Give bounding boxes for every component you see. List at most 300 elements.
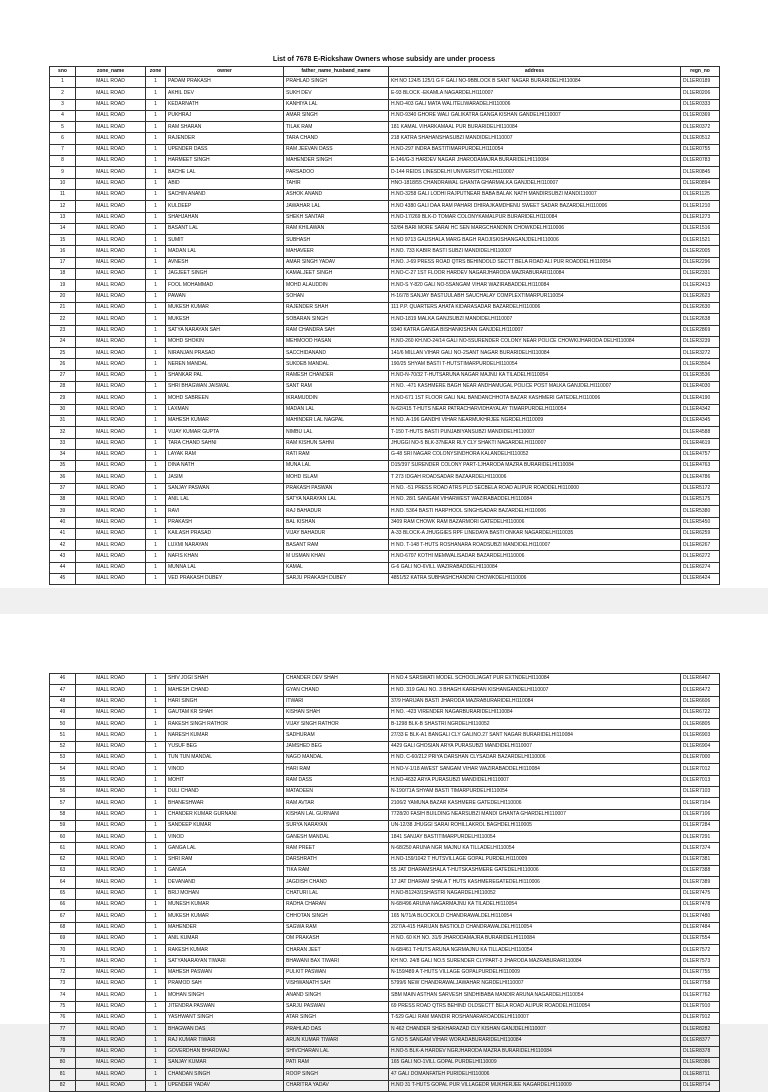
table-row xyxy=(50,201,720,212)
cell-sno: 55 xyxy=(50,775,76,786)
cell-zone-name: MALL ROAD xyxy=(76,990,146,1001)
cell-owner: MAHESH PASWAN xyxy=(166,967,284,978)
cell-address: H NO. -423 VIRENDER NAGARBURARIDELHI110084 xyxy=(389,707,681,718)
cell-zone: 1 xyxy=(146,945,166,956)
cell-father-name: RAM DASS xyxy=(284,775,389,786)
cell-father-name: PRAKASH PASWAN xyxy=(284,483,389,494)
cell-owner: JITENDRA PASWAN xyxy=(166,1001,284,1012)
cell-zone-name: MALL ROAD xyxy=(76,764,146,775)
cell-address: KH NO. 24/8 GALI NO.5 SURENDER CLYPART-3 JHARODA MAZRABURARI110084 xyxy=(389,956,681,967)
cell-address: H.NO-297 INDRA BASTITIMARPURDELHI110054 xyxy=(389,144,681,155)
cell-owner: NEREN MANDAL xyxy=(166,359,284,370)
cell-sno: 59 xyxy=(50,820,76,831)
column-header-sno: sno xyxy=(50,67,76,77)
cell-father-name: MAHENDER SINGH xyxy=(284,156,389,167)
table-row xyxy=(50,809,720,820)
cell-regn-no: DL1ER0755 xyxy=(681,144,720,155)
cell-sno: 7 xyxy=(50,144,76,155)
cell-zone-name: MALL ROAD xyxy=(76,911,146,922)
table-row xyxy=(50,1012,720,1023)
cell-regn-no: DL1ER4342 xyxy=(681,404,720,415)
cell-zone-name: MALL ROAD xyxy=(76,562,146,573)
cell-regn-no: DL1ER7484 xyxy=(681,922,720,933)
cell-father-name: AMAR SINGH YADAV xyxy=(284,257,389,268)
cell-sno: 80 xyxy=(50,1058,76,1069)
cell-address: H.NO 4380 GALI DAA RAM PAHARI DHIRAJKAMDHENU SWEET SADAR BAZARDELHI110006 xyxy=(389,201,681,212)
cell-zone: 1 xyxy=(146,77,166,88)
cell-owner: DEVANAND xyxy=(166,877,284,888)
cell-owner: SHIV JOGI SHAH xyxy=(166,674,284,685)
cell-zone: 1 xyxy=(146,348,166,359)
cell-sno: 28 xyxy=(50,382,76,393)
table-row xyxy=(50,551,720,562)
cell-address: 141/6 MILLAN VIHAR GALI NO-2SANT NAGAR BURARIDELHI110084 xyxy=(389,348,681,359)
cell-sno: 74 xyxy=(50,990,76,1001)
cell-zone-name: MALL ROAD xyxy=(76,472,146,483)
cell-zone-name: MALL ROAD xyxy=(76,528,146,539)
cell-sno: 49 xyxy=(50,707,76,718)
table-row xyxy=(50,730,720,741)
cell-sno: 71 xyxy=(50,956,76,967)
cell-regn-no: DL1ER6722 xyxy=(681,707,720,718)
cell-father-name: NAGO MANDAL xyxy=(284,753,389,764)
cell-zone-name: MALL ROAD xyxy=(76,956,146,967)
table-row xyxy=(50,235,720,246)
cell-address: KH NO 124/5 125/1 G F GALI NO-9BBLOCK B SANT NAGAR BURARIDELHI110084 xyxy=(389,77,681,88)
cell-regn-no: DL1ER4345 xyxy=(681,415,720,426)
cell-sno: 30 xyxy=(50,404,76,415)
cell-address: H NO.4 SARSWATI MODEL SCHOOLJAGAT PUR EXTNDELHI110084 xyxy=(389,674,681,685)
cell-regn-no: DL1ER6903 xyxy=(681,730,720,741)
cell-sno: 41 xyxy=(50,528,76,539)
cell-zone-name: MALL ROAD xyxy=(76,201,146,212)
cell-address: A-33 BLOCK-A JHUGGIES RPF LINEDAYA BASTI ONKAR NAGARDELHI110035 xyxy=(389,528,681,539)
cell-sno: 17 xyxy=(50,257,76,268)
table-row xyxy=(50,956,720,967)
document-title: List of 7678 E-Rickshaw Owners whose subsidy are under process xyxy=(272,56,496,63)
cell-address: 2106/2 YAMUNA BAZAR KASHMERE GATEDELHI110006 xyxy=(389,798,681,809)
cell-regn-no: DL1ER8711 xyxy=(681,1069,720,1080)
cell-address: G-6 GALI NO-6VILL WAZIRABADDELHI110084 xyxy=(389,562,681,573)
cell-address: 190/25 SHYAM BASTI T-HUTSTIMARPURDELHI110054 xyxy=(389,359,681,370)
cell-sno: 45 xyxy=(50,574,76,585)
cell-regn-no: DL1ER4619 xyxy=(681,438,720,449)
cell-owner: SHANKAR PAL xyxy=(166,370,284,381)
cell-zone-name: MALL ROAD xyxy=(76,1046,146,1057)
cell-father-name: PATI RAM xyxy=(284,1058,389,1069)
cell-father-name: RAM KISHUN SAHNI xyxy=(284,438,389,449)
cell-regn-no: DL1ER8282 xyxy=(681,1024,720,1035)
cell-regn-no: DL1ER1273 xyxy=(681,212,720,223)
cell-owner: SATYA NARAYAN SAH xyxy=(166,325,284,336)
cell-zone-name: MALL ROAD xyxy=(76,1012,146,1023)
cell-address: N-68/461 T-HUTS ARUNA NGRMAJNU KA TILLADELHI110054 xyxy=(389,945,681,956)
cell-owner: JASIM xyxy=(166,472,284,483)
table-row xyxy=(50,348,720,359)
cell-father-name: JAGDISH CHAND xyxy=(284,877,389,888)
column-header-regn-no: regn_no xyxy=(681,67,720,77)
cell-father-name: CHHOTAN SINGH xyxy=(284,911,389,922)
cell-sno: 39 xyxy=(50,506,76,517)
cell-zone: 1 xyxy=(146,314,166,325)
cell-zone-name: MALL ROAD xyxy=(76,933,146,944)
cell-zone-name: MALL ROAD xyxy=(76,382,146,393)
cell-regn-no: DL1ER2331 xyxy=(681,269,720,280)
table-row xyxy=(50,967,720,978)
cell-regn-no: DL1ER3504 xyxy=(681,359,720,370)
cell-zone-name: MALL ROAD xyxy=(76,99,146,110)
table-row xyxy=(50,888,720,899)
cell-address: 17 JAT DHARAM SHALA T HUTS KASHMEREGATEDELHI110006 xyxy=(389,877,681,888)
cell-zone-name: MALL ROAD xyxy=(76,110,146,121)
cell-regn-no: DL1ER6805 xyxy=(681,719,720,730)
table-row xyxy=(50,122,720,133)
cell-address: JHUGGI NO-5 BLK-37NEAR RLY CLY SHAKTI NAGARDELHI110007 xyxy=(389,438,681,449)
cell-owner: RAKESH KUMAR xyxy=(166,945,284,956)
cell-father-name: TIKA RAM xyxy=(284,866,389,877)
cell-sno: 79 xyxy=(50,1046,76,1057)
cell-zone: 1 xyxy=(146,88,166,99)
cell-zone-name: MALL ROAD xyxy=(76,674,146,685)
cell-address: H NO. 60 KH NO. 31/9 JHARODAMAJRA BURARIDELHI110084 xyxy=(389,933,681,944)
cell-address: 165 N/71/A BLOCKOLD CHANDRAWALDELHI110054 xyxy=(389,911,681,922)
cell-zone: 1 xyxy=(146,110,166,121)
cell-address: 69 PRESS ROAD QTRS BEHIND OLDSECTT BELA ROAD ALIPUR ROADDELHI110054 xyxy=(389,1001,681,1012)
cell-address: H.NO-6707 KOTHI MEMWALISADAR BAZARDELHI110006 xyxy=(389,551,681,562)
cell-regn-no: DL1ER0512 xyxy=(681,133,720,144)
cell-zone-name: MALL ROAD xyxy=(76,246,146,257)
cell-owner: VINOD xyxy=(166,832,284,843)
table-row xyxy=(50,178,720,189)
cell-zone: 1 xyxy=(146,144,166,155)
cell-zone-name: MALL ROAD xyxy=(76,189,146,200)
cell-owner: UPENDER YADAV xyxy=(166,1080,284,1091)
cell-regn-no: DL1ER6606 xyxy=(681,696,720,707)
cell-zone-name: MALL ROAD xyxy=(76,753,146,764)
cell-zone: 1 xyxy=(146,730,166,741)
cell-owner: NIRANJAN PRASAD xyxy=(166,348,284,359)
cell-zone: 1 xyxy=(146,201,166,212)
cell-zone: 1 xyxy=(146,506,166,517)
cell-sno: 67 xyxy=(50,911,76,922)
cell-father-name: GYAN CHAND xyxy=(284,685,389,696)
owners-table-page-1 xyxy=(49,66,720,585)
cell-zone: 1 xyxy=(146,156,166,167)
cell-zone: 1 xyxy=(146,854,166,865)
cell-owner: MOHAN SINGH xyxy=(166,990,284,1001)
cell-father-name: MOHD ISLAM xyxy=(284,472,389,483)
cell-father-name: OM PRAKASH xyxy=(284,933,389,944)
cell-zone: 1 xyxy=(146,979,166,990)
cell-zone-name: MALL ROAD xyxy=(76,979,146,990)
cell-sno: 26 xyxy=(50,359,76,370)
cell-address: N-190/71A SHYAM BASTI TIMARPURDELHI110054 xyxy=(389,786,681,797)
cell-father-name: HARI RAM xyxy=(284,764,389,775)
cell-regn-no: DL1ER0783 xyxy=(681,156,720,167)
cell-father-name: ANAND SINGH xyxy=(284,990,389,1001)
cell-father-name: CHARITRA YADAV xyxy=(284,1080,389,1091)
cell-zone: 1 xyxy=(146,753,166,764)
cell-father-name: BAL KISHAN xyxy=(284,517,389,528)
cell-zone-name: MALL ROAD xyxy=(76,156,146,167)
table-row xyxy=(50,494,720,505)
cell-zone-name: MALL ROAD xyxy=(76,348,146,359)
cell-zone-name: MALL ROAD xyxy=(76,741,146,752)
cell-owner: CHANDAN SINGH xyxy=(166,1069,284,1080)
cell-owner: LAXMAN xyxy=(166,404,284,415)
cell-zone: 1 xyxy=(146,178,166,189)
table-row xyxy=(50,1046,720,1057)
cell-owner: RAJENDER xyxy=(166,133,284,144)
cell-regn-no: DL1ER2413 xyxy=(681,280,720,291)
cell-regn-no: DL1ER7912 xyxy=(681,1012,720,1023)
cell-address: H.NO-S Y-820 GALI NO-5SANGAM VIHAR WAZIRABADDELHI110084 xyxy=(389,280,681,291)
cell-address: H.NO-403 GALI MATA WALITELIWARADELHI110006 xyxy=(389,99,681,110)
cell-regn-no: DL1ER7013 xyxy=(681,775,720,786)
cell-regn-no: DL1ER7573 xyxy=(681,956,720,967)
cell-zone-name: MALL ROAD xyxy=(76,494,146,505)
cell-sno: 37 xyxy=(50,483,76,494)
cell-owner: GOVERDHAN BHARDWAJ xyxy=(166,1046,284,1057)
cell-zone: 1 xyxy=(146,517,166,528)
cell-zone: 1 xyxy=(146,562,166,573)
cell-zone-name: MALL ROAD xyxy=(76,291,146,302)
cell-address: SBM MAIN ASTHAN SARVESH SINDHIBABA MANDIR ARUNA NAGARDELHI110054 xyxy=(389,990,681,1001)
table-row xyxy=(50,99,720,110)
cell-father-name: KAMALJEET SINGH xyxy=(284,269,389,280)
cell-sno: 56 xyxy=(50,786,76,797)
cell-owner: SANJAY PASWAN xyxy=(166,483,284,494)
cell-sno: 38 xyxy=(50,494,76,505)
cell-address: T 273 IDGAH ROADSADAR BAZAARDELHI110006 xyxy=(389,472,681,483)
cell-sno: 21 xyxy=(50,302,76,313)
cell-zone: 1 xyxy=(146,269,166,280)
cell-zone-name: MALL ROAD xyxy=(76,167,146,178)
cell-sno: 11 xyxy=(50,189,76,200)
table-row xyxy=(50,269,720,280)
cell-owner: HARMEET SINGH xyxy=(166,156,284,167)
cell-owner: BHAGWAN DAS xyxy=(166,1024,284,1035)
cell-father-name: KISHAN LAL GURNANI xyxy=(284,809,389,820)
cell-owner: DULI CHAND xyxy=(166,786,284,797)
cell-owner: KAILASH PRASAD xyxy=(166,528,284,539)
cell-zone-name: MALL ROAD xyxy=(76,922,146,933)
cell-regn-no: DL1ER6267 xyxy=(681,540,720,551)
cell-owner: MOHD SHOKIN xyxy=(166,336,284,347)
table-row xyxy=(50,990,720,1001)
cell-regn-no: DL1ER8714 xyxy=(681,1080,720,1091)
cell-regn-no: DL1ER5175 xyxy=(681,494,720,505)
cell-address: H-16/78 SANJAY BASTIJULABH SAUCHALAY COMPLEXTIMARPUR110054 xyxy=(389,291,681,302)
cell-zone-name: MALL ROAD xyxy=(76,1069,146,1080)
cell-sno: 35 xyxy=(50,461,76,472)
cell-regn-no: DL1ER2296 xyxy=(681,257,720,268)
cell-owner: KEDARNATH xyxy=(166,99,284,110)
table-row xyxy=(50,786,720,797)
cell-sno: 78 xyxy=(50,1035,76,1046)
cell-sno: 81 xyxy=(50,1069,76,1080)
cell-zone: 1 xyxy=(146,1024,166,1035)
cell-sno: 4 xyxy=(50,110,76,121)
cell-zone: 1 xyxy=(146,1001,166,1012)
cell-father-name: MAHINDER LAL NAGPAL xyxy=(284,415,389,426)
table-row xyxy=(50,798,720,809)
cell-zone-name: MALL ROAD xyxy=(76,866,146,877)
cell-regn-no: DL1ER6272 xyxy=(681,551,720,562)
cell-address: 1841 SANJAY BASTITIMARPURDELHI110054 xyxy=(389,832,681,843)
cell-address: 47 GALI DOMANFATEH PURIDELHI110006 xyxy=(389,1069,681,1080)
cell-sno: 20 xyxy=(50,291,76,302)
cell-address: T-150 T-HUTS BASTI PUNJABIYANSUBZI MANDIDELHI110007 xyxy=(389,427,681,438)
cell-father-name: TILAK RAM xyxy=(284,122,389,133)
table-row xyxy=(50,540,720,551)
cell-regn-no: DL1ER0189 xyxy=(681,77,720,88)
cell-father-name: TARA CHAND xyxy=(284,133,389,144)
cell-owner: PRAKASH xyxy=(166,517,284,528)
cell-regn-no: DL1ER0894 xyxy=(681,178,720,189)
cell-sno: 61 xyxy=(50,843,76,854)
cell-address: H.NO-9340 GHORE WALI GALIKATRA GANGA KISHAN GANDELHI110007 xyxy=(389,110,681,121)
table-row xyxy=(50,88,720,99)
cell-owner: BACHE LAL xyxy=(166,167,284,178)
cell-owner: AVNESH xyxy=(166,257,284,268)
cell-owner: CHANDER KUMAR GURNANI xyxy=(166,809,284,820)
cell-father-name: KAMAL xyxy=(284,562,389,573)
cell-zone: 1 xyxy=(146,122,166,133)
table-row xyxy=(50,314,720,325)
table-row xyxy=(50,832,720,843)
cell-zone-name: MALL ROAD xyxy=(76,888,146,899)
cell-owner: MAHESH KUMAR xyxy=(166,415,284,426)
cell-father-name: RAM KHILAWAN xyxy=(284,223,389,234)
cell-regn-no: DL1ER6274 xyxy=(681,562,720,573)
cell-zone-name: MALL ROAD xyxy=(76,314,146,325)
cell-regn-no: DL1ER4757 xyxy=(681,449,720,460)
table-row xyxy=(50,854,720,865)
cell-father-name: MOHD ALAUDDIN xyxy=(284,280,389,291)
cell-sno: 64 xyxy=(50,877,76,888)
cell-zone: 1 xyxy=(146,911,166,922)
table-row xyxy=(50,775,720,786)
cell-sno: 48 xyxy=(50,696,76,707)
cell-zone: 1 xyxy=(146,719,166,730)
cell-father-name: SOBARAN SINGH xyxy=(284,314,389,325)
cell-father-name: JAWAHAR LAL xyxy=(284,201,389,212)
cell-sno: 44 xyxy=(50,562,76,573)
cell-zone-name: MALL ROAD xyxy=(76,798,146,809)
cell-zone: 1 xyxy=(146,786,166,797)
cell-address: H.NO-B1243/1SHASTRI NAGARDELHI110052 xyxy=(389,888,681,899)
cell-owner: MUNNA LAL xyxy=(166,562,284,573)
cell-regn-no: DL1ER7475 xyxy=(681,888,720,899)
cell-owner: SHRI RAM xyxy=(166,854,284,865)
cell-address: H NO 9713 GAUSHALA MARG BAGH RAOJISKISHANGANJDELHI110006 xyxy=(389,235,681,246)
table-row xyxy=(50,820,720,831)
cell-regn-no: DL1ER7284 xyxy=(681,820,720,831)
cell-owner: MUKESH xyxy=(166,314,284,325)
cell-address: H.NO-159/1042 T HUTSVILLAGE GOPAL PURDELHI110009 xyxy=(389,854,681,865)
cell-address: H.NO-671 1ST FLOOR GALI NAL BANDANCHHOTA BAZAR KASHMERI GATEDELHI110006 xyxy=(389,393,681,404)
cell-father-name: SAGWA RAM xyxy=(284,922,389,933)
cell-father-name: CHARAN JEET xyxy=(284,945,389,956)
cell-sno: 34 xyxy=(50,449,76,460)
cell-father-name: IKRAMUDDIN xyxy=(284,393,389,404)
cell-regn-no: DL1ER7103 xyxy=(681,786,720,797)
cell-sno: 54 xyxy=(50,764,76,775)
cell-father-name: PRAHLAD DAS xyxy=(284,1024,389,1035)
cell-zone: 1 xyxy=(146,1046,166,1057)
cell-father-name: VIJAY BAHADUR xyxy=(284,528,389,539)
table-row xyxy=(50,483,720,494)
cell-regn-no: DL1ER3272 xyxy=(681,348,720,359)
cell-owner: VIJAY KUMAR GUPTA xyxy=(166,427,284,438)
cell-zone-name: MALL ROAD xyxy=(76,235,146,246)
cell-father-name: MEHMOOD HASAN xyxy=(284,336,389,347)
cell-address: H.NO. 5364 BASTI HARPHOOL SINGHSADAR BAZARDELHI110006 xyxy=(389,506,681,517)
table-row xyxy=(50,77,720,88)
table-row xyxy=(50,1080,720,1091)
cell-address: N-159/489 A T-HUTS VILLAGE GOPALPURDELHI110009 xyxy=(389,967,681,978)
cell-owner: NAFIS KHAN xyxy=(166,551,284,562)
cell-sno: 73 xyxy=(50,979,76,990)
cell-owner: SACHIN ANAND xyxy=(166,189,284,200)
table-row xyxy=(50,359,720,370)
cell-address: H.NO-260 KH.NO-24/14 GALI NO-5SURENDER COLONY NEAR POLICE CHOWKIJHARODA DELHI110084 xyxy=(389,336,681,347)
cell-owner: MAHENDER xyxy=(166,922,284,933)
cell-sno: 42 xyxy=(50,540,76,551)
table-row xyxy=(50,877,720,888)
cell-father-name: BHAWANI BAX TIWARI xyxy=(284,956,389,967)
cell-father-name: SATYA NARAYAN LAL xyxy=(284,494,389,505)
cell-sno: 24 xyxy=(50,336,76,347)
cell-zone-name: MALL ROAD xyxy=(76,877,146,888)
cell-zone: 1 xyxy=(146,528,166,539)
cell-father-name: CHATURI LAL xyxy=(284,888,389,899)
cell-regn-no: DL1ER7374 xyxy=(681,843,720,854)
cell-sno: 22 xyxy=(50,314,76,325)
cell-owner: MADAN LAL xyxy=(166,246,284,257)
cell-sno: 58 xyxy=(50,809,76,820)
cell-zone-name: MALL ROAD xyxy=(76,1058,146,1069)
cell-regn-no: DL1ER8378 xyxy=(681,1046,720,1057)
table-row xyxy=(50,336,720,347)
cell-father-name: MADAN LAL xyxy=(284,404,389,415)
cell-owner: PUKHRAJ xyxy=(166,110,284,121)
cell-owner: LAYAK RAM xyxy=(166,449,284,460)
cell-zone: 1 xyxy=(146,899,166,910)
table-row xyxy=(50,212,720,223)
cell-zone: 1 xyxy=(146,696,166,707)
cell-owner: VED PRAKASH DUBEY xyxy=(166,574,284,585)
cell-owner: PADAM PRAKASH xyxy=(166,77,284,88)
cell-zone-name: MALL ROAD xyxy=(76,832,146,843)
cell-regn-no: DL1ER5450 xyxy=(681,517,720,528)
cell-father-name: MUNA LAL xyxy=(284,461,389,472)
cell-zone-name: MALL ROAD xyxy=(76,730,146,741)
cell-regn-no: DL1ER7012 xyxy=(681,764,720,775)
cell-address: H.NO. 733 KABIR BASTI SUBZI MANDIDELHI110007 xyxy=(389,246,681,257)
table-row xyxy=(50,517,720,528)
cell-zone-name: MALL ROAD xyxy=(76,899,146,910)
cell-zone: 1 xyxy=(146,707,166,718)
cell-zone: 1 xyxy=(146,820,166,831)
table-row xyxy=(50,933,720,944)
cell-zone: 1 xyxy=(146,223,166,234)
cell-sno: 69 xyxy=(50,933,76,944)
table-row xyxy=(50,574,720,585)
cell-father-name: GANESH MANDAL xyxy=(284,832,389,843)
table-row xyxy=(50,562,720,573)
